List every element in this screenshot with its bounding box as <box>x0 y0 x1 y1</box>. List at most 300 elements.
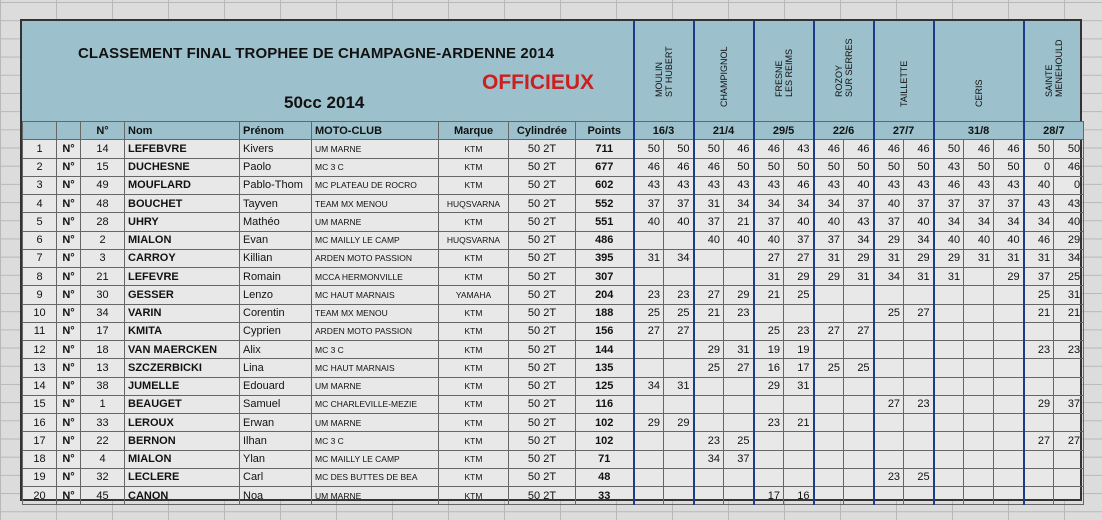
score-cell: 29 <box>844 249 874 267</box>
points-cell: 486 <box>576 231 634 249</box>
score-cell <box>724 487 754 505</box>
score-cell: 40 <box>1054 213 1084 231</box>
score-cell <box>634 395 664 413</box>
score-cell: 27 <box>814 322 844 340</box>
moto-club-cell: MC DES BUTTES DE BEA <box>312 468 439 486</box>
score-cell <box>1024 359 1054 377</box>
rider-number-cell: 14 <box>81 140 125 158</box>
score-cell: 31 <box>994 249 1024 267</box>
column-header-row <box>23 122 1084 140</box>
rank-cell: 5 <box>23 213 57 231</box>
score-cell: 25 <box>1054 268 1084 286</box>
rider-number-cell: 21 <box>81 268 125 286</box>
displacement-cell: 50 2T <box>509 377 576 395</box>
last-name-cell: BOUCHET <box>125 195 240 213</box>
score-cell: 34 <box>754 195 784 213</box>
first-name-cell: Samuel <box>240 395 312 413</box>
rider-number-cell: 38 <box>81 377 125 395</box>
displacement-cell: 50 2T <box>509 195 576 213</box>
score-cell: 27 <box>1054 432 1084 450</box>
score-cell <box>994 395 1024 413</box>
score-cell: 27 <box>664 322 694 340</box>
first-name-cell: Noa <box>240 487 312 505</box>
score-cell: 34 <box>724 195 754 213</box>
score-cell: 40 <box>874 195 904 213</box>
table-row <box>23 158 1084 176</box>
score-cell <box>964 359 994 377</box>
displacement-cell: 50 2T <box>509 487 576 505</box>
rider-number-cell: 3 <box>81 249 125 267</box>
score-cell: 50 <box>814 158 844 176</box>
rider-number-cell: 48 <box>81 195 125 213</box>
venue-date-header: 22/6 <box>814 122 874 140</box>
score-cell <box>694 322 724 340</box>
score-cell: 40 <box>934 231 964 249</box>
table-row <box>23 450 1084 468</box>
brand-cell: KTM <box>439 213 509 231</box>
score-cell: 50 <box>724 158 754 176</box>
venue-column-header <box>1023 21 1083 121</box>
cylindree-header: Cylindrée <box>509 122 576 140</box>
score-cell: 50 <box>994 158 1024 176</box>
rank-cell: 7 <box>23 249 57 267</box>
score-cell <box>814 432 844 450</box>
num-label-cell: N° <box>57 304 81 322</box>
last-name-cell: MIALON <box>125 450 240 468</box>
first-name-cell: Erwan <box>240 414 312 432</box>
score-cell: 21 <box>784 414 814 432</box>
score-cell: 31 <box>694 195 724 213</box>
table-row <box>23 249 1084 267</box>
score-cell <box>934 341 964 359</box>
score-cell <box>994 432 1024 450</box>
score-cell <box>904 487 934 505</box>
rank-cell: 19 <box>23 468 57 486</box>
score-cell: 40 <box>634 213 664 231</box>
brand-cell: KTM <box>439 359 509 377</box>
score-cell <box>754 432 784 450</box>
score-cell <box>724 377 754 395</box>
score-cell: 23 <box>754 414 784 432</box>
score-cell <box>964 450 994 468</box>
score-cell: 27 <box>694 286 724 304</box>
rider-number-cell: 1 <box>81 395 125 413</box>
score-cell: 29 <box>904 249 934 267</box>
score-cell: 43 <box>844 213 874 231</box>
score-cell: 37 <box>904 195 934 213</box>
score-cell: 40 <box>784 213 814 231</box>
displacement-cell: 50 2T <box>509 176 576 194</box>
score-cell: 0 <box>1024 158 1054 176</box>
first-name-cell: Corentin <box>240 304 312 322</box>
moto-club-cell: ARDEN MOTO PASSION <box>312 322 439 340</box>
moto-club-cell: UM MARNE <box>312 213 439 231</box>
score-cell: 40 <box>664 213 694 231</box>
last-name-cell: GESSER <box>125 286 240 304</box>
venue-date-header: 28/7 <box>1024 122 1084 140</box>
rider-number-cell: 45 <box>81 487 125 505</box>
score-cell <box>814 341 844 359</box>
score-cell <box>1024 468 1054 486</box>
num-label-cell: N° <box>57 195 81 213</box>
score-cell: 34 <box>964 213 994 231</box>
displacement-cell: 50 2T <box>509 395 576 413</box>
score-cell: 46 <box>994 140 1024 158</box>
rank-cell: 6 <box>23 231 57 249</box>
first-name-cell: Edouard <box>240 377 312 395</box>
num-label-cell: N° <box>57 450 81 468</box>
venue-date-header: 29/5 <box>754 122 814 140</box>
first-name-cell: Evan <box>240 231 312 249</box>
score-cell: 37 <box>1054 395 1084 413</box>
score-cell: 21 <box>724 213 754 231</box>
rider-number-cell: 17 <box>81 322 125 340</box>
points-cell: 204 <box>576 286 634 304</box>
rank-cell: 4 <box>23 195 57 213</box>
rank-cell: 20 <box>23 487 57 505</box>
first-name-cell: Tayven <box>240 195 312 213</box>
score-cell: 50 <box>1054 140 1084 158</box>
score-cell: 21 <box>694 304 724 322</box>
points-cell: 711 <box>576 140 634 158</box>
score-cell: 40 <box>754 231 784 249</box>
score-cell: 34 <box>844 231 874 249</box>
score-cell <box>1054 322 1084 340</box>
rank-cell: 17 <box>23 432 57 450</box>
first-name-cell: Paolo <box>240 158 312 176</box>
score-cell <box>904 432 934 450</box>
brand-cell: KTM <box>439 158 509 176</box>
score-cell: 23 <box>1024 341 1054 359</box>
moto-club-cell: UM MARNE <box>312 414 439 432</box>
score-cell: 27 <box>844 322 874 340</box>
score-cell: 37 <box>754 213 784 231</box>
points-cell: 125 <box>576 377 634 395</box>
num-label-cell: N° <box>57 414 81 432</box>
score-cell: 50 <box>634 140 664 158</box>
score-cell <box>844 414 874 432</box>
num-label-cell: N° <box>57 322 81 340</box>
moto-club-cell: MC 3 C <box>312 158 439 176</box>
score-cell: 37 <box>694 213 724 231</box>
score-cell <box>634 450 664 468</box>
score-cell: 46 <box>754 140 784 158</box>
score-cell: 25 <box>634 304 664 322</box>
points-cell: 33 <box>576 487 634 505</box>
moto-club-cell: UM MARNE <box>312 140 439 158</box>
score-cell: 50 <box>934 140 964 158</box>
last-name-cell: VARIN <box>125 304 240 322</box>
score-cell <box>814 468 844 486</box>
score-cell <box>1054 359 1084 377</box>
score-cell: 50 <box>904 158 934 176</box>
score-cell: 23 <box>874 468 904 486</box>
score-cell: 34 <box>1024 213 1054 231</box>
venue-column-header <box>633 21 693 121</box>
brand-cell: KTM <box>439 140 509 158</box>
moto-club-cell: MC PLATEAU DE ROCRO <box>312 176 439 194</box>
score-cell <box>964 487 994 505</box>
displacement-cell: 50 2T <box>509 468 576 486</box>
score-cell: 34 <box>934 213 964 231</box>
score-cell <box>1024 377 1054 395</box>
score-cell: 17 <box>754 487 784 505</box>
score-cell: 37 <box>724 450 754 468</box>
last-name-cell: SZCZERBICKI <box>125 359 240 377</box>
score-cell <box>1024 322 1054 340</box>
score-cell: 23 <box>664 286 694 304</box>
score-cell: 43 <box>784 140 814 158</box>
score-cell <box>904 286 934 304</box>
score-cell <box>1024 487 1054 505</box>
last-name-cell: CARROY <box>125 249 240 267</box>
score-cell: 34 <box>634 377 664 395</box>
venue-name: SAINTE MENEHOULD <box>1044 39 1064 97</box>
score-cell <box>814 286 844 304</box>
score-cell: 37 <box>814 231 844 249</box>
brand-cell: KTM <box>439 450 509 468</box>
first-name-cell: Alix <box>240 341 312 359</box>
last-name-cell: JUMELLE <box>125 377 240 395</box>
score-cell: 43 <box>754 176 784 194</box>
score-cell: 31 <box>844 268 874 286</box>
score-cell <box>1024 450 1054 468</box>
rank-cell: 15 <box>23 395 57 413</box>
score-cell: 37 <box>994 195 1024 213</box>
score-cell <box>724 414 754 432</box>
displacement-cell: 50 2T <box>509 249 576 267</box>
score-cell <box>664 468 694 486</box>
score-cell: 25 <box>844 359 874 377</box>
displacement-cell: 50 2T <box>509 158 576 176</box>
score-cell: 27 <box>904 304 934 322</box>
score-cell: 34 <box>874 268 904 286</box>
score-cell: 17 <box>784 359 814 377</box>
displacement-cell: 50 2T <box>509 286 576 304</box>
score-cell: 37 <box>664 195 694 213</box>
displacement-cell: 50 2T <box>509 304 576 322</box>
number-header: N° <box>81 122 125 140</box>
score-cell: 50 <box>754 158 784 176</box>
score-cell: 31 <box>1054 286 1084 304</box>
score-cell <box>634 359 664 377</box>
brand-cell: HUQSVARNA <box>439 195 509 213</box>
brand-cell: KTM <box>439 322 509 340</box>
moto-club-cell: MC HAUT MARNAIS <box>312 286 439 304</box>
score-cell: 29 <box>934 249 964 267</box>
venue-date-header: 31/8 <box>934 122 1024 140</box>
num-label-cell: N° <box>57 268 81 286</box>
rider-number-cell: 33 <box>81 414 125 432</box>
brand-cell: KTM <box>439 377 509 395</box>
num-label-cell: N° <box>57 286 81 304</box>
score-cell <box>994 487 1024 505</box>
points-cell: 102 <box>576 414 634 432</box>
score-cell <box>994 341 1024 359</box>
first-name-cell: Pablo-Thom <box>240 176 312 194</box>
score-cell: 50 <box>694 140 724 158</box>
score-cell <box>874 414 904 432</box>
score-cell <box>664 395 694 413</box>
score-cell <box>694 249 724 267</box>
points-header: Points <box>576 122 634 140</box>
score-cell: 50 <box>964 158 994 176</box>
moto-club-cell: MCCA HERMONVILLE <box>312 268 439 286</box>
num-label-cell: N° <box>57 213 81 231</box>
score-cell <box>634 268 664 286</box>
score-cell <box>754 450 784 468</box>
score-cell: 40 <box>994 231 1024 249</box>
points-cell: 144 <box>576 341 634 359</box>
moto-club-cell: MC CHARLEVILLE-MEZIE <box>312 395 439 413</box>
table-row <box>23 195 1084 213</box>
score-cell <box>814 487 844 505</box>
score-cell: 46 <box>814 140 844 158</box>
score-cell: 46 <box>844 140 874 158</box>
score-cell <box>904 414 934 432</box>
score-cell <box>1054 377 1084 395</box>
points-cell: 135 <box>576 359 634 377</box>
points-cell: 116 <box>576 395 634 413</box>
score-cell <box>1054 487 1084 505</box>
table-row <box>23 414 1084 432</box>
rider-number-cell: 2 <box>81 231 125 249</box>
table-row <box>23 468 1084 486</box>
score-cell: 34 <box>664 249 694 267</box>
score-cell: 29 <box>664 414 694 432</box>
score-cell <box>934 359 964 377</box>
score-cell <box>904 450 934 468</box>
score-cell: 31 <box>874 249 904 267</box>
num-label-cell: N° <box>57 468 81 486</box>
club-header: MOTO-CLUB <box>312 122 439 140</box>
score-cell <box>754 304 784 322</box>
displacement-cell: 50 2T <box>509 450 576 468</box>
score-cell <box>694 468 724 486</box>
venue-name: ROZOY SUR SERRES <box>834 38 854 97</box>
rank-cell: 1 <box>23 140 57 158</box>
rank-cell: 16 <box>23 414 57 432</box>
score-cell <box>964 322 994 340</box>
score-cell: 46 <box>1054 158 1084 176</box>
last-name-cell: VAN MAERCKEN <box>125 341 240 359</box>
marque-header: Marque <box>439 122 509 140</box>
score-cell: 25 <box>724 432 754 450</box>
last-name-cell: CANON <box>125 487 240 505</box>
score-cell: 23 <box>1054 341 1084 359</box>
rank-cell: 10 <box>23 304 57 322</box>
rider-number-cell: 30 <box>81 286 125 304</box>
results-table <box>22 121 1084 505</box>
brand-cell: KTM <box>439 176 509 194</box>
displacement-cell: 50 2T <box>509 268 576 286</box>
points-cell: 188 <box>576 304 634 322</box>
nom-header: Nom <box>125 122 240 140</box>
table-row <box>23 286 1084 304</box>
score-cell <box>904 359 934 377</box>
displacement-cell: 50 2T <box>509 213 576 231</box>
last-name-cell: MIALON <box>125 231 240 249</box>
last-name-cell: LEFEVRE <box>125 268 240 286</box>
score-cell: 29 <box>994 268 1024 286</box>
score-cell: 31 <box>964 249 994 267</box>
venue-name: CERIS <box>974 79 984 107</box>
score-cell <box>724 268 754 286</box>
rider-number-cell: 13 <box>81 359 125 377</box>
rider-number-cell: 28 <box>81 213 125 231</box>
score-cell: 40 <box>844 176 874 194</box>
score-cell: 23 <box>784 322 814 340</box>
table-row <box>23 140 1084 158</box>
score-cell <box>664 359 694 377</box>
num-label-cell: N° <box>57 487 81 505</box>
score-cell <box>994 304 1024 322</box>
score-cell: 46 <box>784 176 814 194</box>
points-cell: 551 <box>576 213 634 231</box>
brand-cell: KTM <box>439 414 509 432</box>
score-cell <box>874 359 904 377</box>
score-cell <box>724 249 754 267</box>
score-cell: 25 <box>784 286 814 304</box>
score-cell <box>694 377 724 395</box>
score-cell <box>964 268 994 286</box>
score-cell: 46 <box>934 176 964 194</box>
num-label-cell: N° <box>57 377 81 395</box>
displacement-cell: 50 2T <box>509 432 576 450</box>
page-title: CLASSEMENT FINAL TROPHEE DE CHAMPAGNE-ARDENNE 2014 <box>78 45 555 62</box>
num-label-cell: N° <box>57 341 81 359</box>
score-cell: 43 <box>1054 195 1084 213</box>
score-cell <box>874 450 904 468</box>
displacement-cell: 50 2T <box>509 140 576 158</box>
moto-club-cell: UM MARNE <box>312 487 439 505</box>
table-row <box>23 377 1084 395</box>
moto-club-cell: MC MAILLY LE CAMP <box>312 450 439 468</box>
score-cell: 29 <box>1024 395 1054 413</box>
score-cell <box>964 304 994 322</box>
score-cell <box>814 377 844 395</box>
first-name-cell: Killian <box>240 249 312 267</box>
last-name-cell: KMITA <box>125 322 240 340</box>
score-cell: 29 <box>634 414 664 432</box>
rank-cell: 14 <box>23 377 57 395</box>
score-cell: 25 <box>754 322 784 340</box>
moto-club-cell: MC 3 C <box>312 341 439 359</box>
moto-club-cell: MC MAILLY LE CAMP <box>312 231 439 249</box>
score-cell: 37 <box>964 195 994 213</box>
venue-column-header <box>873 21 933 121</box>
score-cell <box>754 395 784 413</box>
score-cell: 40 <box>904 213 934 231</box>
num-label-cell: N° <box>57 158 81 176</box>
first-name-cell: Mathéo <box>240 213 312 231</box>
table-row <box>23 231 1084 249</box>
displacement-cell: 50 2T <box>509 322 576 340</box>
score-cell <box>1054 450 1084 468</box>
score-cell: 31 <box>724 341 754 359</box>
score-cell <box>814 450 844 468</box>
score-cell <box>934 322 964 340</box>
venue-column-header <box>813 21 873 121</box>
venue-date-header: 21/4 <box>694 122 754 140</box>
first-name-cell: Kivers <box>240 140 312 158</box>
score-cell: 40 <box>694 231 724 249</box>
score-cell: 23 <box>694 432 724 450</box>
score-cell: 16 <box>754 359 784 377</box>
score-cell <box>994 450 1024 468</box>
score-cell: 43 <box>1024 195 1054 213</box>
score-cell: 46 <box>904 140 934 158</box>
